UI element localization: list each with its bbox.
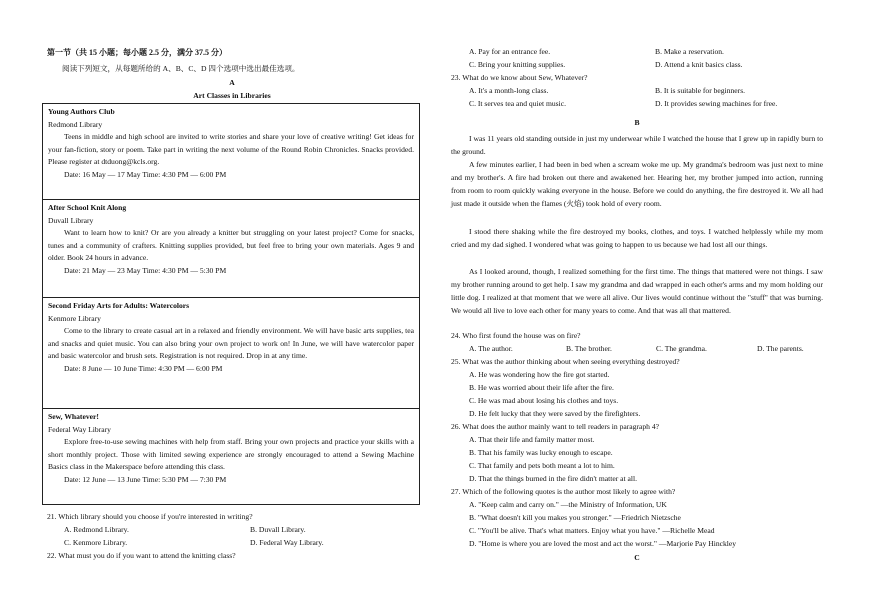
question-26-option-c: C. That family and pets both meant a lot to him. — [469, 461, 615, 470]
club-date-time: Date: 21 May — 23 May Time: 4:30 PM — 5:30 PM — [64, 265, 227, 275]
club-library: Federal Way Library — [48, 424, 111, 434]
question-23-option-c: C. It serves tea and quiet music. — [469, 99, 567, 108]
question-27-stem: 27. Which of the following quotes is the author most likely to agree with? — [451, 487, 676, 496]
club-sew-whatever — [43, 408, 419, 504]
question-23-option-a: A. It's a month-long class. — [469, 86, 549, 95]
passage-a-title: Art Classes in Libraries — [193, 91, 271, 100]
passage-c-letter: C — [634, 553, 640, 562]
club-title: Sew, Whatever! — [48, 412, 99, 421]
question-22-option-a: A. Pay for an entrance fee. — [469, 47, 551, 56]
club-description: Teens in middle and high school are invited to write stories and share your love of creative writing! Get ideas for your fan-fiction, story or poem. Take part in writing the next volume of the Round Robin Chronicles. Snacks provided. Please register at dtduong@kcls.org. — [48, 132, 414, 167]
question-24-option-b: B. The brother. — [566, 344, 612, 353]
classes-box — [42, 103, 420, 505]
question-24-option-a: A. The author. — [469, 344, 513, 353]
club-date-time: Date: 12 June — 13 June Time: 5:30 PM — 7:30 PM — [64, 474, 227, 484]
passage-b-paragraph-3: I stood there shaking while the fire destroyed my books, clothes, and toys. I watched helplessly while my mom cried and my dad sighed. I wondered what was going to happen to us because we had lost all our things. — [451, 227, 823, 249]
passage-a-letter: A — [229, 78, 235, 87]
question-23-option-d: D. It provides sewing machines for free. — [655, 99, 778, 108]
club-library: Redmond Library — [48, 119, 103, 129]
question-27-option-a: A. "Keep calm and carry on." —the Ministry of Information, UK — [469, 500, 667, 509]
passage-b-paragraph-2: A few minutes earlier, I had been in bed when a scream woke me up. My grandma's bedroom was just next to mine and my brother's. A fire had broken out there and awakened her. Hearing her, my brother jumped into action, running from room to room quickly waking everyone in the house. Before we could do anything, the fire destroyed it. We all had just made it outside when the flames (火焰) took hold of every room. — [451, 160, 823, 208]
passage-b-paragraph-4: As I looked around, though, I realized something for the first time. The things that mattered were not things. I saw my brother running around to get help. I saw my grandma and dad wrapped in each other's arms and my mom holding our little dog. I realized at that moment that we were all alive. Our lives would continue without the "stuff" that was burning. We would all live to love each other for many years to come. And that was all that mattered. — [451, 267, 823, 315]
club-description: Want to learn how to knit? Or are you already a knitter but struggling on your latest project? Come for snacks, tunes and a community of crafters. Knitting supplies provided, but feel free to bring your own materials. Ages 9 and older. Book 24 hours in advance. — [48, 228, 414, 263]
question-21-option-c: C. Kenmore Library. — [64, 538, 128, 547]
question-21-stem: 21. Which library should you choose if you're interested in writing? — [47, 512, 253, 521]
club-knit-along — [43, 199, 419, 297]
club-description: Explore free-to-use sewing machines with help from staff. Bring your own projects and practice your skills with a short monthly project. Those with limited sewing experience are strongly encouraged to attend a Sewing Machine Basics class in the Makerspace before attending this class. — [48, 437, 414, 472]
question-25-option-b: B. He was worried about their life after the fire. — [469, 383, 614, 392]
club-date-time: Date: 8 June — 10 June Time: 4:30 PM — 6:00 PM — [64, 363, 223, 373]
section-instruction: 阅读下列短文，从每题所给的 A、B、C、D 四个选项中选出最佳选项。 — [62, 64, 300, 73]
passage-b-letter: B — [634, 118, 640, 127]
club-young-authors — [43, 104, 419, 199]
question-25-option-a: A. He was wondering how the fire got started. — [469, 370, 610, 379]
question-26-option-d: D. That the things burned in the fire didn't matter at all. — [469, 474, 638, 483]
question-25-option-c: C. He was mad about losing his clothes and toys. — [469, 396, 619, 405]
question-26-stem: 26. What does the author mainly want to tell readers in paragraph 4? — [451, 422, 659, 431]
question-21-option-b: B. Duvall Library. — [250, 525, 306, 534]
question-24-option-c: C. The grandma. — [656, 344, 707, 353]
club-title: Second Friday Arts for Adults: Watercolors — [48, 301, 190, 310]
question-22-option-c: C. Bring your knitting supplies. — [469, 60, 566, 69]
club-description: Come to the library to create casual art in a relaxed and friendly environment. We will have basic arts supplies, tea and snacks and quiet music. You can also bring your own project to work on! In June, we will have watercolor paper and basic watercolor and brush sets. Registration is not required. Drop in at any time. — [48, 326, 414, 361]
question-27-option-d: D. "Home is where you are loved the most and act the worst." —Marjorie Pay Hinckley — [469, 539, 737, 548]
question-27-option-b: B. "What doesn't kill you makes you stronger." —Friedrich Nietzsche — [469, 513, 681, 522]
question-25-stem: 25. What was the author thinking about when seeing everything destroyed? — [451, 357, 680, 366]
question-21-option-d: D. Federal Way Library. — [250, 538, 324, 547]
question-24-stem: 24. Who first found the house was on fire? — [451, 331, 581, 340]
question-22-stem: 22. What must you do if you want to attend the knitting class? — [47, 551, 236, 560]
club-library: Kenmore Library — [48, 313, 101, 323]
question-26-option-a: A. That their life and family matter most. — [469, 435, 595, 444]
question-27-option-c: C. "You'll be alive. That's what matters. Enjoy what you have." —Richelle Mead — [469, 526, 715, 535]
question-26-option-b: B. That his family was lucky enough to escape. — [469, 448, 613, 457]
question-22-option-d: D. Attend a knit basics class. — [655, 60, 743, 69]
passage-b-paragraph-1: I was 11 years old standing outside in just my underwear while I watched the house that I grew up in rapidly burn to the ground. — [451, 134, 823, 156]
club-title: Young Authors Club — [48, 107, 115, 116]
club-date-time: Date: 16 May — 17 May Time: 4:30 PM — 6:00 PM — [64, 169, 227, 179]
club-title: After School Knit Along — [48, 203, 127, 212]
question-25-option-d: D. He felt lucky that they were saved by the firefighters. — [469, 409, 641, 418]
club-watercolors — [43, 297, 419, 408]
question-24-option-d: D. The parents. — [757, 344, 804, 353]
question-23-stem: 23. What do we know about Sew, Whatever? — [451, 73, 588, 82]
question-21-option-a: A. Redmond Library. — [64, 525, 129, 534]
question-23-option-b: B. It is suitable for beginners. — [655, 86, 746, 95]
section-heading: 第一节（共 15 小题；每小题 2.5 分，满分 37.5 分） — [47, 48, 227, 57]
question-22-option-b: B. Make a reservation. — [655, 47, 724, 56]
club-library: Duvall Library — [48, 215, 94, 225]
